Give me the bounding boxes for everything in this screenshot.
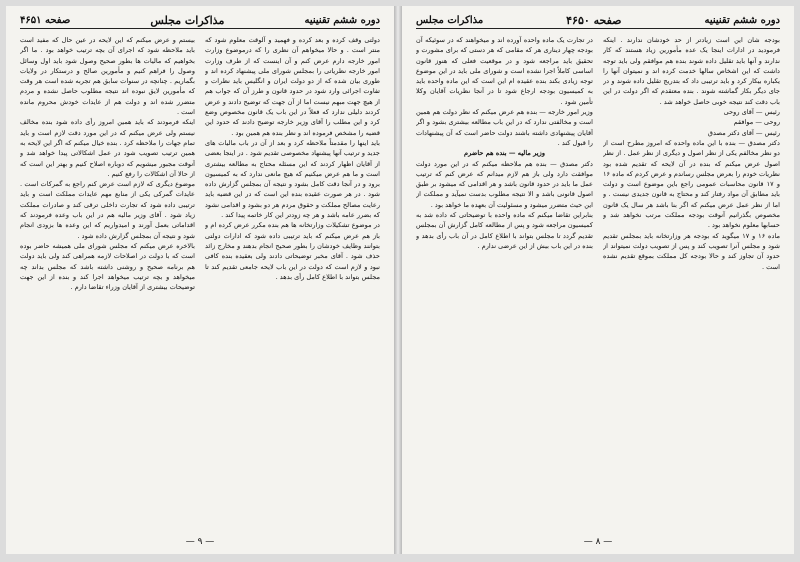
right-page-columns [416, 35, 780, 531]
right-page [402, 6, 794, 554]
left-page-left-column [20, 35, 195, 531]
right-page-header [416, 12, 780, 29]
paragraph: موضوع دیگری که لازم است عرض کنم راجع به گمرکات است . عایدات گمرکی یکی از منابع مهم عایدات مملکت است و باید ترتیبی داده شود که تجارت داخلی ترقی کند و صادرات مملکت زیاد شود . آقای وزیر مالیه هم در این باب وعده فرمودند که اقداماتی بعمل آورند و امیدواریم که این وعده ها بزودی انجام شود و نتیجه آن بمجلس گزارش داده شود . [20, 180, 195, 240]
paragraph: بیستم و عرض میکنم که این لایحه در عین حال که مفید است باید ملاحظه شود که اجرای آن بچه ترتیب خواهد بود . ما اگر بخواهیم که مالیات ها بطور صحیح وصول شود باید اول وسائل وصول را فراهم کنیم و مأمورین صالح و درستکار در ولایات بگماریم . چنانچه در سنوات سابق هم تجربه شده است هر وقت که مأمورین لایق نبوده اند نتیجه مطلوب حاصل نشده و مردم متضرر شده اند و دولت هم از عایدات خودش محروم مانده است . [20, 36, 195, 117]
speaker-line: وزیر مالیه — بنده هم حاضرم [464, 149, 545, 158]
paragraph: دولتی وقف کرده و بعد کرده و فهمید و آلوقت معلوم شود که منتر است . و حالا میخواهم آن نظری را که درموضوع وزارت امور خارجه دارم عرض کنم و آن اینست که از طرف وزارت امور خارجه نظریاتی را بمجلس شورای ملی پیشنهاد کرده اند و طوری بیان شده که از دو دولت ایران و انگلیس باید نظرات و تفاوت اجرائی وارد شود در حدود قانون و طرز آن که جواب هم از هیچ جهت مبهم نیست اما از آن جهت که توضیح دادند و عرض کردند دلیلی ندارد که فعلاً در این باب یک قانون مخصوص وضع کرد و این مطلب را آقای وزیر خارجه توضیح دادند که حدود این قضیه را مشخص فرموده اند و نظر بنده هم همین بود . [205, 36, 380, 137]
book-gutter [394, 6, 402, 554]
left-page-right-column [205, 35, 380, 531]
right-page-title: مذاکرات مجلس [416, 14, 484, 26]
right-session-label: دوره ششم تقنینیه [704, 14, 780, 26]
paragraph: بالاخره عرض میکنم که مجلس شورای ملی همیشه حاضر بوده است که با دولت در اصلاحات لازمه همراهی کند ولی باید دولت هم برنامه صحیح و روشنی داشته باشد که مجلس بداند چه میخواهد و بچه ترتیب میخواهد اجرا کند و بنده از این جهت توضیحات بیشتری از آقایان وزراء تقاضا دارم . [20, 241, 195, 292]
paragraph: باید اینها را مقدمتاً ملاحظه کرد و بعد از آن در باب مالیات های جدید و ترتیب آنها پیشنهاد مخصوصی تقدیم شود . در اینجا بعضی از آقایان اظهار کردند که این مسئله محتاج به مطالعه بیشتری است و ما هم عرض میکنیم که هیچ مانعی ندارد که به کمیسیون برود و در آنجا دقت کامل بشود و نتیجه آن بمجلس گزارش داده شود . در هر صورت عقیده بنده این است که در این قضیه باید رعایت مصالح مملکت و حقوق مردم هر دو بشود و اقدامی نشود که بضرر عامه باشد و هر چه زودتر این کار خاتمه پیدا کند . [205, 138, 380, 220]
right-page-right-column [603, 35, 780, 531]
paragraph: وزیر امور خارجه — بنده هم عرض میکنم که نظر دولت هم همین است و مخالفتی ندارد که در این باب مطالعه بیشتری بشود و اگر آقایان پیشنهادی داشته باشند دولت حاضر است که آن پیشنهادات را قبول کند . [416, 108, 593, 147]
paragraph: در تجارت یک ماده واحده آورده اند و میخواهند که در سوئیکه آن بودجه چهار دیناری هر که مقامی که هر دستی که برای مشورت و تحقیق باید مراجعه شود و در موقعیت فعلی که هنوز قانون اساسی کاملاً اجرا نشده است و شورای ملی باید در این موضوع توجه زیادی بکند بنده عقیده ام این است که این ماده واحده باید به کمیسیون بودجه ارجاع شود تا در آنجا نظریات آقایان وکلا تأمین شود . [416, 36, 593, 106]
paragraph: بودجه شان این است زیادتر از حد خودشان ندارند . اینکه فرمودید در ادارات اینجا یک عده مأمورین زیاد هستند که کار ندارند و آنها باید تقلیل داده شوند بنده هم موافقم ولی باید توجه داشت که این اشخاص سالها خدمت کرده اند و نمیتوان آنها را یکباره بیکار کرد و باید ترتیبی داد که بتدریج تقلیل داده شوند و در جای دیگر بکار گماشته شوند . بنده معتقدم که اگر دولت در این باب دقت کند نتیجه خوبی حاصل خواهد شد . [603, 36, 780, 106]
paragraph: در موضوع تشکیلات وزارتخانه ها هم بنده مکرر عرض کرده ام و باز هم عرض میکنم که باید ترتیبی داده شود که ادارات دولتی بتوانند وظایف خودشان را بطور صحیح انجام بدهند و مخارج زائد حذف شود . آقای مخبر توضیحاتی دادند ولی بعقیده بنده کافی نبود و لازم است که دولت در این باب لایحه جامعی تقدیم کند تا مجلس بتواند با اطلاع کامل رأی بدهد . [205, 221, 380, 281]
paragraph: بنابراین تقاضا میکنم که ماده واحده با توضیحاتی که داده شد به کمیسیون مراجعه شود و پس از مطالعه کامل گزارش آن بمجلس تقدیم گردد تا مجلس بتواند با اطلاع کامل در آن باب رأی بدهد و بنده در این باب بیش از این عرضی ندارم . [416, 211, 593, 250]
left-page-header [20, 12, 380, 29]
right-page-folio: — ۸ — [583, 537, 613, 547]
paragraph: دکتر مصدق — بنده هم ملاحظه میکنم که در این مورد دولت موافقت دارد ولی باز هم لازم میدانم که عرض کنم که ترتیب عمل ما باید در حدود قانون باشد و هر اقدامی که میشود بر طبق اصول قانونی باشد و الا نتیجه مطلوب بدست نمیآید و مملکت از این حیث متضرر میشود و مسئولیت آن بعهده ما خواهد بود . [416, 159, 593, 209]
speaker-line: رئیس — آقای دکتر مصدق [707, 128, 780, 137]
left-page-number: صفحه ۴۶۵۱ [20, 14, 71, 26]
left-session-label: دوره ششم تقنینیه [304, 14, 380, 26]
left-page-folio: — ۹ — [185, 537, 215, 547]
speaker-line: رئیس — آقای روحی [723, 108, 780, 117]
paragraph: اینکه فرمودند که باید همین امروز رأی داده شود بنده مخالف نیستم ولی عرض میکنم که در این مورد دقت لازم است و باید تمام جهات را ملاحظه کرد . بنده خیال میکنم که اگر این لایحه به همین ترتیب تصویب شود در عمل اشکالاتی پیدا خواهد شد و آنوقت مجبور میشویم که دوباره اصلاح کنیم و بهتر این است که از حالا آن اشکالات را رفع کنیم . [20, 118, 195, 178]
left-page [6, 6, 394, 554]
paragraph: دکتر مصدق — بنده با این ماده واحده که امروز مطرح است از دو نظر مخالفم یکی از نظر اصول و دیگری از نظر عمل . از نظر اصول عرض میکنم که بنده در آن لایحه که تقدیم شده بود نظریات خودم را بعرض مجلس رساندم و عرض کردم که ماده ۱۶ و ۱۷ قانون محاسبات عمومی راجع باین موضوع است و دولت باید مطابق آن مواد رفتار کند و محتاج به قانون جدیدی نیست . و اما از نظر عمل عرض میکنم که اگر بنا باشد هر سال یک قانون مخصوص بگذرانیم آنوقت بودجه مملکت مرتب نخواهد شد و حسابها معلوم نخواهد بود . [603, 138, 780, 230]
left-page-columns [20, 35, 380, 531]
left-page-title: مذاکرات مجلس [150, 13, 225, 27]
right-page-left-column [416, 35, 593, 531]
right-page-number: صفحه ۴۶۵۰ [566, 13, 622, 27]
speaker-line: روحی — موافقم [733, 118, 780, 127]
paragraph: ماده ۱۶ و ۱۷ میگوید که بودجه هر وزارتخانه باید بمجلس تقدیم شود و مجلس آنرا تصویب کند و پس از تصویب دولت نمیتواند از حدود آن تجاوز کند و حالا بودجه کل مملکت بموقع تقدیم نشده است . [603, 231, 780, 271]
